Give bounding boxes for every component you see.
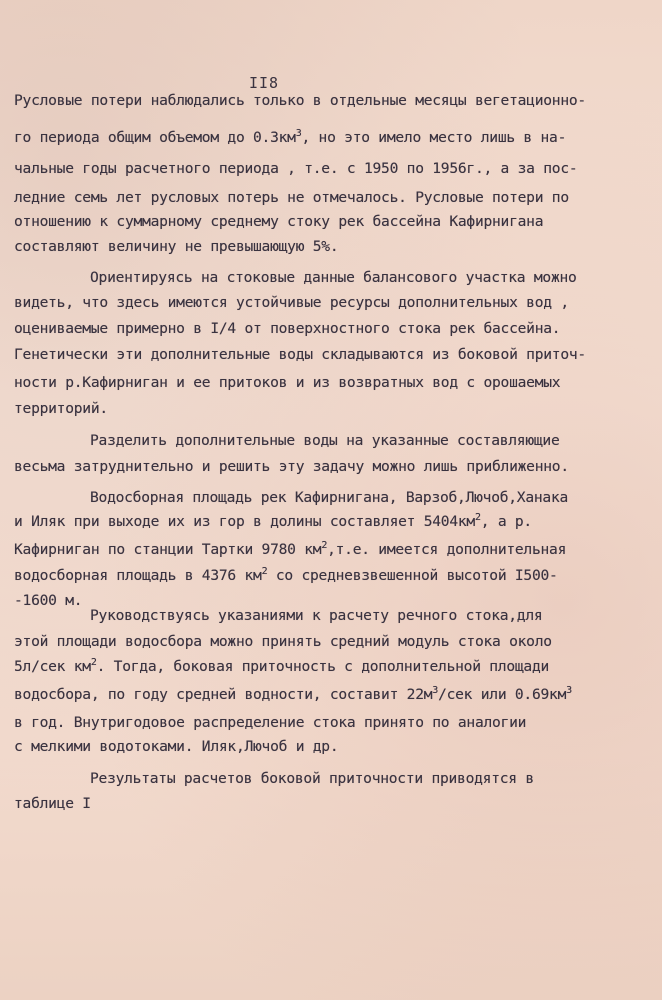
text-line: отношению к суммарному среднему стоку рек бассейна Кафирнигана: [14, 213, 544, 230]
text-line: Руководствуясь указаниями к расчету речного стока,для: [90, 607, 543, 624]
text-line: Ориентируясь на стоковые данные балансового участка можно: [90, 269, 577, 286]
text-line: Генетически эти дополнительные воды складываются из боковой приточ-: [14, 346, 586, 363]
text-line: территорий.: [14, 400, 108, 417]
text-line: ледние семь лет русловых потерь не отмечалось. Русловые потери по: [14, 189, 569, 206]
text-line: этой площади водосбора можно принять средний модуль стока около: [14, 633, 552, 650]
text-line: Разделить дополнительные воды на указанные составляющие: [90, 432, 560, 449]
text-line: весьма затруднительно и решить эту задачу можно лишь приближенно.: [14, 458, 569, 475]
text-line: в год. Внутригодовое распределение стока принято по аналогии: [14, 714, 527, 731]
text-line: 5л/сек $км^2$. Тогда, боковая приточность с дополнительной площади: [14, 657, 550, 675]
text-line: составляют величину не превышающую 5%.: [14, 238, 339, 255]
text-line: оцениваемые примерно в I/4 от поверхностного стока рек бассейна.: [14, 320, 561, 337]
text-line: и Иляк при выходе их из гор в долины составляет $5404км^2$, а р.: [14, 512, 532, 530]
text-line: Водосборная площадь рек Кафирнигана, Варзоб,Лючоб,Ханака: [90, 489, 569, 506]
text-line: чальные годы расчетного периода , т.е. с 1950 по 1956г., а за пос-: [14, 160, 578, 177]
text-line: с мелкими водотоками. Иляк,Лючоб и др.: [14, 738, 339, 755]
text-line: ности р.Кафирниган и ее притоков и из возвратных вод с орошаемых: [14, 374, 561, 391]
text-line: видеть, что здесь имеются устойчивые ресурсы дополнительных вод ,: [14, 294, 569, 311]
text-line: го периода общим объемом до $0.3км^3$, но это имело место лишь в на-: [14, 128, 567, 146]
text-line: -1600 м.: [14, 592, 83, 609]
text-line: Русловые потери наблюдались только в отдельные месяцы вегетационно-: [14, 92, 586, 109]
text-line: таблице I: [14, 795, 91, 812]
text-line: Кафирниган по станции Тартки 9780 $км^2,т.е$. имеется дополнительная: [14, 540, 567, 558]
text-line: Результаты расчетов боковой приточности приводятся в: [90, 770, 534, 787]
page-number: II8: [249, 74, 280, 92]
text-line: водосбора, по году средней водности, составит $22м^3$/сек или $0.69км^3$: [14, 685, 572, 703]
text-line: водосборная площадь в 4376 $км^2$ со средневзвешенной высотой I500-: [14, 566, 558, 584]
